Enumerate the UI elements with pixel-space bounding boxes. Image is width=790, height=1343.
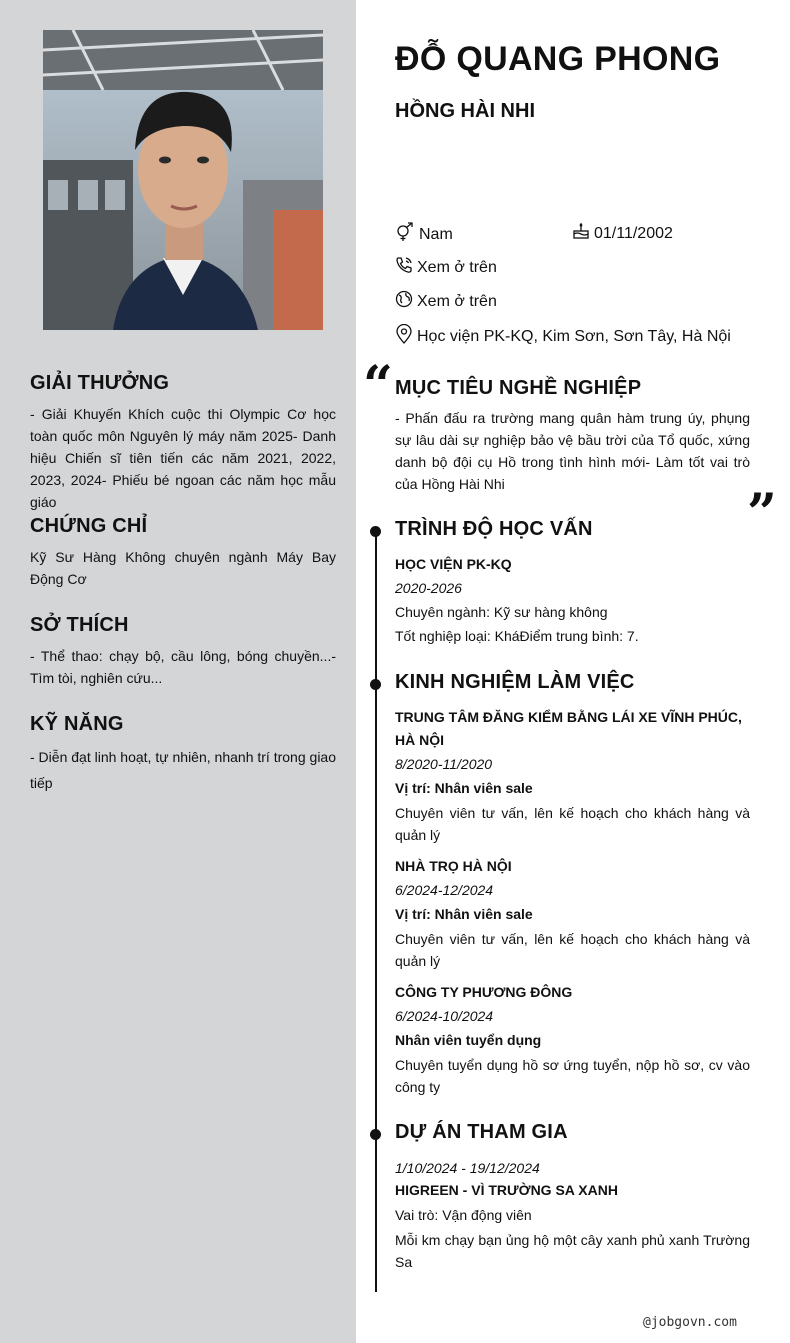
experience-title: KINH NGHIỆM LÀM VIỆC xyxy=(395,671,635,693)
phone-icon xyxy=(395,256,417,279)
watermark: @jobgovn.com xyxy=(643,1315,737,1330)
education-title: TRÌNH ĐỘ HỌC VẤN xyxy=(395,518,593,540)
profile-photo xyxy=(43,30,323,330)
education-school: HỌC VIỆN PK-KQ xyxy=(395,556,512,572)
globe-icon xyxy=(395,290,417,313)
awards-section xyxy=(30,372,336,513)
experience-date: 8/2020-11/2020 xyxy=(395,756,493,772)
hobbies-title: SỞ THÍCH xyxy=(30,614,129,636)
certificates-text: Kỹ Sư Hàng Không chuyên ngành Máy Bay Động Cơ xyxy=(30,549,336,587)
website-value: Xem ở trên xyxy=(417,292,497,310)
birthday-row xyxy=(572,222,673,245)
certificates-title: CHỨNG CHỈ xyxy=(30,515,148,537)
certificates-section xyxy=(30,515,336,590)
experience-role: Vị trí: Nhân viên sale xyxy=(395,780,533,796)
experience-role: Vị trí: Nhân viên sale xyxy=(395,906,533,922)
skills-text: - Diễn đạt linh hoạt, tự nhiên, nhanh trí trong giao tiếp xyxy=(30,749,336,791)
gender-value: Nam xyxy=(419,225,453,243)
quote-open-icon: “ xyxy=(363,355,393,416)
experience-company: TRUNG TÂM ĐĂNG KIỂM BẰNG LÁI XE VĨNH PHÚC, HÀ NỘI xyxy=(395,709,742,748)
gender-row xyxy=(395,222,453,247)
cake-icon xyxy=(572,222,594,245)
address-value: Học viện PK-KQ, Kim Sơn, Sơn Tây, Hà Nội xyxy=(417,327,731,345)
timeline-dot xyxy=(370,1129,381,1140)
experience-company: CÔNG TY PHƯƠNG ĐÔNG xyxy=(395,984,573,1000)
experience-desc: Chuyên tuyển dụng hồ sơ ứng tuyển, nộp hồ sơ, cv vào công ty xyxy=(395,1057,750,1095)
education-major: Chuyên ngành: Kỹ sư hàng không xyxy=(395,604,608,620)
education-grade: Tốt nghiệp loại: KháĐiểm trung bình: 7. xyxy=(395,628,639,644)
experience-date: 6/2024-12/2024 xyxy=(395,882,494,898)
skills-section xyxy=(30,713,336,796)
timeline-line xyxy=(375,530,377,1292)
phone-row xyxy=(395,256,497,279)
timeline-dot xyxy=(370,679,381,690)
objective-title: MỤC TIÊU NGHỀ NGHIỆP xyxy=(395,377,642,399)
birthday-value: 01/11/2002 xyxy=(594,224,673,242)
project-date: 1/10/2024 - 19/12/2024 xyxy=(395,1160,540,1176)
experience-desc: Chuyên viên tư vấn, lên kế hoạch cho khách hàng và quản lý xyxy=(395,805,750,843)
awards-text: - Giải Khuyến Khích cuộc thi Olympic Cơ học toàn quốc môn Nguyên lý máy năm 2025- Danh hiệu Chiến sĩ tiên tiến các năm 2021, 2022, 2023, 2024- Phiếu bé ngoan các năm học mẫu giáo xyxy=(30,406,336,510)
awards-title: GIẢI THƯỞNG xyxy=(30,372,170,394)
website-row xyxy=(395,290,497,313)
quote-close-icon: ” xyxy=(747,483,777,544)
project-desc: Mỗi km chạy bạn ủng hộ một cây xanh phủ xanh Trường Sa xyxy=(395,1232,750,1270)
experience-company: NHÀ TRỌ HÀ NỘI xyxy=(395,858,512,874)
gender-icon xyxy=(395,222,419,247)
hobbies-section xyxy=(30,614,336,689)
education-date: 2020-2026 xyxy=(395,580,462,596)
objective-text: - Phấn đấu ra trường mang quân hàm trung úy, phụng sự lâu dài sự nghiệp bảo vệ bầu trời của Tổ quốc, xứng danh bộ đội cụ Hồ trong tình hình mới- Làm tốt vai trò của Hồng Hài Nhi xyxy=(395,410,750,492)
hobbies-text: - Thể thao: chạy bộ, cầu lông, bóng chuyền...- Tìm tòi, nghiên cứu... xyxy=(30,648,336,686)
experience-desc: Chuyên viên tư vấn, lên kế hoạch cho khách hàng và quản lý xyxy=(395,931,750,969)
address-row xyxy=(395,324,731,349)
projects-title: DỰ ÁN THAM GIA xyxy=(395,1121,568,1143)
location-icon xyxy=(395,324,417,349)
experience-date: 6/2024-10/2024 xyxy=(395,1008,494,1024)
phone-value: Xem ở trên xyxy=(417,258,497,276)
timeline-dot xyxy=(370,526,381,537)
project-role: Vai trò: Vận động viên xyxy=(395,1207,532,1223)
full-name: ĐỖ QUANG PHONG xyxy=(395,40,721,78)
project-name: HIGREEN - VÌ TRƯỜNG SA XANH xyxy=(395,1182,618,1198)
skills-title: KỸ NĂNG xyxy=(30,713,124,735)
experience-role: Nhân viên tuyển dụng xyxy=(395,1032,542,1048)
job-position: HỒNG HÀI NHI xyxy=(395,100,535,122)
